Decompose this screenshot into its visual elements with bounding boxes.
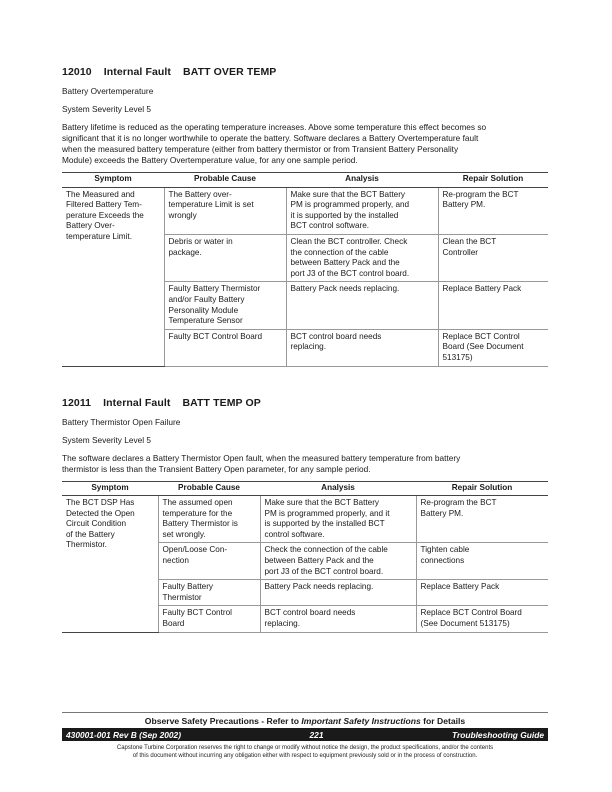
cause-cell: Faulty Battery Thermistor and/or Faulty Battery Personality Module Temperature Sensor (164, 282, 286, 329)
header-symptom: Symptom (62, 481, 158, 496)
footer-bar (62, 728, 548, 741)
header-probable-cause: Probable Cause (158, 481, 260, 496)
guide-title: Troubleshooting Guide (452, 729, 544, 740)
legal-notice: Capstone Turbine Corporation reserves the right to change or modify without notice the design, the product specifications, and/or the contents of this document without incurring any obligation either with respect to equipment previously sold or in the process of construction. (116, 745, 494, 759)
severity-level: System Severity Level 5 (62, 104, 151, 114)
cause-cell: Faulty BCT Control Board (164, 329, 286, 366)
header-analysis: Analysis (286, 173, 438, 188)
header-repair-solution: Repair Solution (438, 173, 548, 188)
table-header-row (62, 173, 548, 188)
fault-type: Internal Fault (103, 66, 172, 78)
repair-cell: Re-program the BCT Battery PM. (416, 496, 548, 543)
table-row (62, 187, 548, 234)
repair-cell: Replace BCT Control Board (See Document 513175) (438, 329, 548, 366)
analysis-cell: Make sure that the BCT Battery PM is programmed properly, and it is supported by the installed BCT control software. (286, 187, 438, 234)
repair-cell: Replace BCT Control Board (See Document 513175) (416, 606, 548, 632)
fault-name: BATT OVER TEMP (183, 66, 277, 78)
header-probable-cause: Probable Cause (164, 173, 286, 188)
analysis-cell: Make sure that the BCT Battery PM is programmed properly, and it is supported by the installed BCT control software. (260, 496, 416, 543)
fault-code: 12011 (62, 396, 92, 409)
safety-instructions-ref: Important Safety Instructions (301, 716, 421, 726)
fault-subtitle: Battery Overtemperature (62, 86, 154, 96)
symptom-cell: The Measured and Filtered Battery Tem- perature Exceeds the Battery Over- temperature Limit. (62, 187, 164, 366)
cause-cell: Faulty Battery Thermistor (158, 580, 260, 606)
repair-cell: Clean the BCT Controller (438, 234, 548, 281)
table-header-row (62, 481, 548, 496)
repair-cell: Tighten cable connections (416, 543, 548, 580)
analysis-cell: BCT control board needs replacing. (286, 329, 438, 366)
fault-section-12011 (62, 397, 548, 633)
cause-cell: Faulty BCT Control Board (158, 606, 260, 632)
fault-heading (62, 66, 548, 78)
analysis-cell: BCT control board needs replacing. (260, 606, 416, 632)
fault-code: 12010 (62, 66, 92, 78)
fault-description: Battery lifetime is reduced as the operating temperature increases. Above some temperature this effect becomes so significant that it is no longer worthwhile to operate the battery. Software declares a Battery Overtemperature fault when the measured battery temperature (either from battery thermistor or from Transient Battery Personality Module) exceeds the Battery Overtemperature value, for any one sample period. (62, 122, 487, 165)
troubleshooting-table (62, 172, 548, 367)
troubleshooting-table (62, 481, 548, 633)
repair-cell: Re-program the BCT Battery PM. (438, 187, 548, 234)
analysis-cell: Clean the BCT controller. Check the connection of the cable between Battery Pack and the port J3 of the BCT control board. (286, 234, 438, 281)
header-analysis: Analysis (260, 481, 416, 496)
table-row (62, 496, 548, 543)
safety-notice: Observe Safety Precautions - Refer to Important Safety Instructions for Details (62, 712, 548, 726)
fault-name: BATT TEMP OP (182, 396, 261, 409)
fault-description: The software declares a Battery Thermistor Open fault, when the measured battery temperature from battery thermistor is less than the Transient Battery Open parameter, for any sample period. (62, 452, 461, 474)
fault-type: Internal Fault (103, 396, 171, 409)
analysis-cell: Battery Pack needs replacing. (286, 282, 438, 329)
header-repair-solution: Repair Solution (416, 481, 548, 496)
cause-cell: Debris or water in package. (164, 234, 286, 281)
analysis-cell: Battery Pack needs replacing. (260, 580, 416, 606)
page-number: 221 (309, 729, 324, 740)
fault-heading (62, 397, 548, 409)
repair-cell: Replace Battery Pack (416, 580, 548, 606)
repair-cell: Replace Battery Pack (438, 282, 548, 329)
cause-cell: The Battery over- temperature Limit is set wrongly (164, 187, 286, 234)
fault-section-12010 (62, 66, 548, 367)
cause-cell: The assumed open temperature for the Battery Thermistor is set wrongly. (158, 496, 260, 543)
symptom-cell: The BCT DSP Has Detected the Open Circuit Condition of the Battery Thermistor. (62, 496, 158, 633)
document-id: 430001-001 Rev B (Sep 2002) (66, 729, 181, 740)
analysis-cell: Check the connection of the cable between Battery Pack and the port J3 of the BCT control board. (260, 543, 416, 580)
header-symptom: Symptom (62, 173, 164, 188)
severity-level: System Severity Level 5 (62, 434, 151, 445)
document-body (62, 66, 548, 633)
cause-cell: Open/Loose Con- nection (158, 543, 260, 580)
fault-subtitle: Battery Thermistor Open Failure (62, 416, 181, 427)
